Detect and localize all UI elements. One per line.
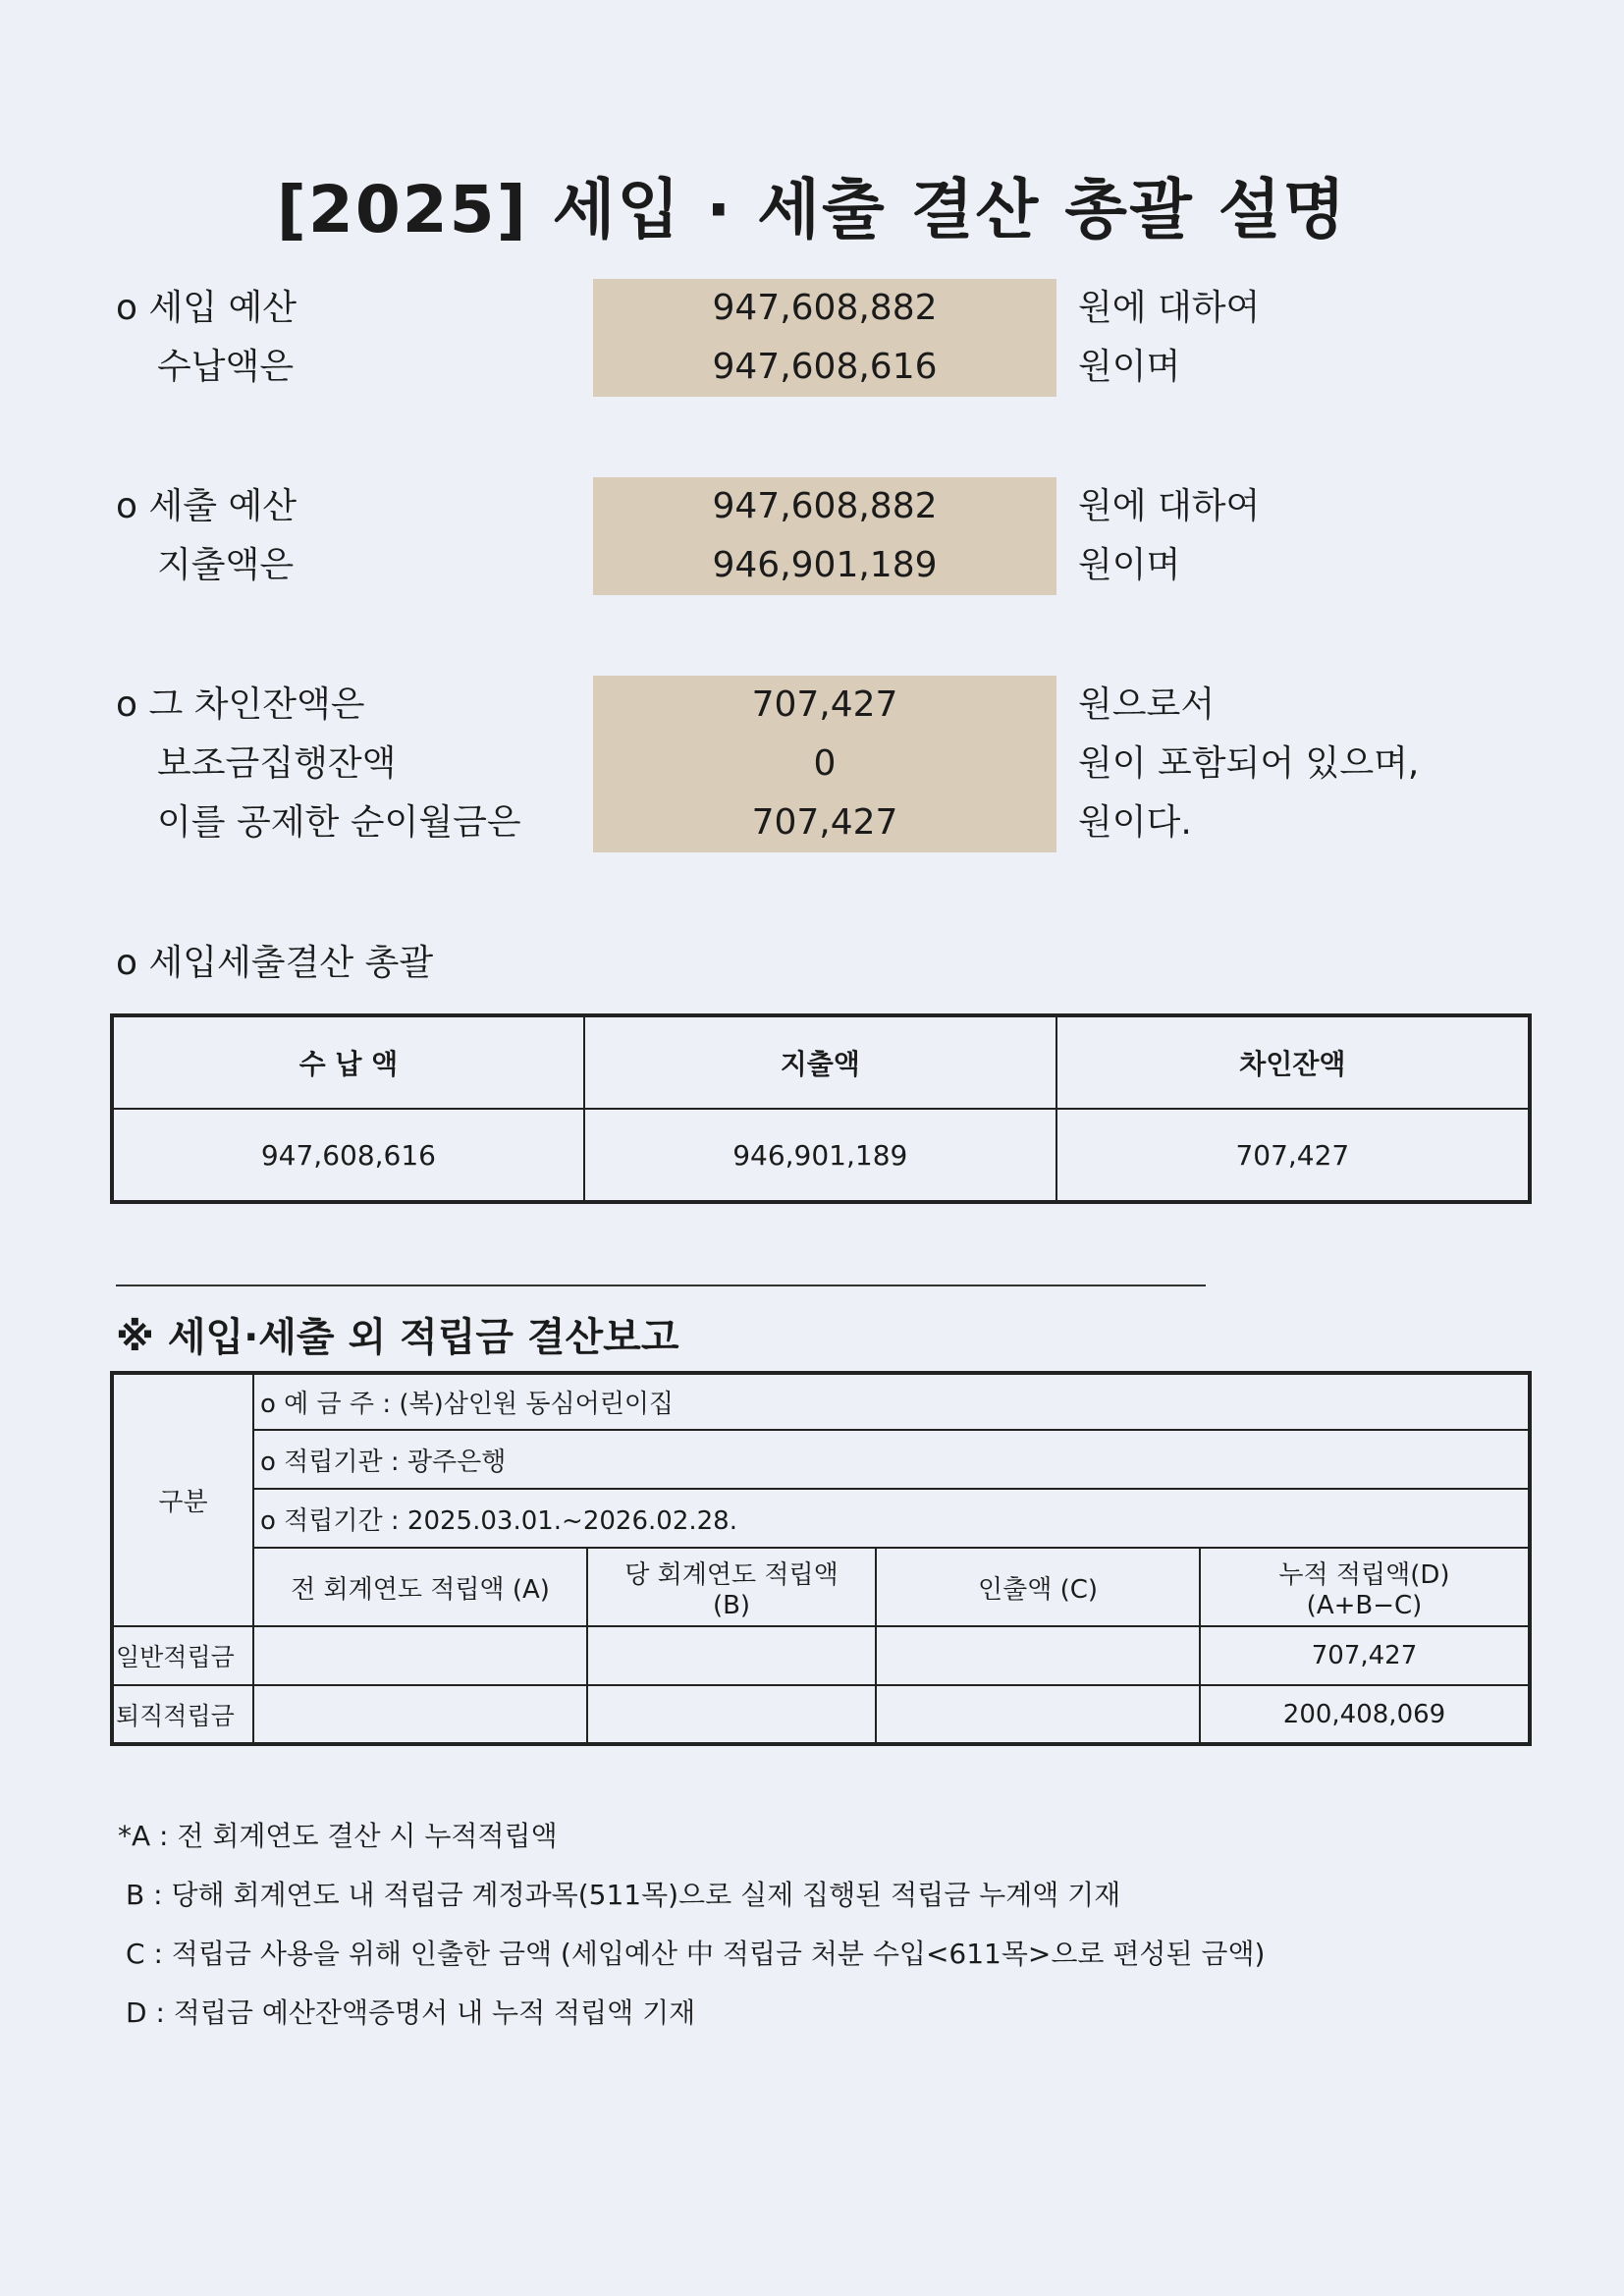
carryover-label: 이를 공제한 순이월금은 xyxy=(157,802,521,843)
col-header-b xyxy=(587,1548,876,1626)
expense-budget-unit: 원에 대하여 xyxy=(1078,486,1261,526)
revenue-received-value: 947,608,616 xyxy=(712,347,938,387)
expense-budget-value: 947,608,882 xyxy=(712,486,938,526)
expense-spent-unit: 원이며 xyxy=(1078,545,1181,585)
revenue-budget-label: o 세입 예산 xyxy=(116,288,298,328)
reserve-cell-c xyxy=(876,1685,1200,1744)
reserve-info-row xyxy=(112,1430,1530,1489)
reserve-cell-b xyxy=(587,1626,876,1685)
section-divider xyxy=(116,1285,1206,1286)
subsidy-balance-unit: 원이 포함되어 있으며, xyxy=(1078,743,1420,784)
summary-table xyxy=(110,1013,1532,1204)
summary-spent-value: 946,901,189 xyxy=(584,1109,1056,1202)
reserve-cell-d: 200,408,069 xyxy=(1200,1685,1530,1744)
reserve-row-name: 퇴직적립금 xyxy=(112,1685,253,1744)
col-header-c: 인출액 (C) xyxy=(876,1548,1200,1626)
summary-header-received: 수 납 액 xyxy=(112,1015,584,1109)
balance-unit: 원으로서 xyxy=(1078,684,1216,725)
col-header-b-line1: 당 회계연도 적립액 xyxy=(624,1559,839,1590)
reserve-table xyxy=(110,1371,1532,1746)
subsidy-balance-label: 보조금집행잔액 xyxy=(157,743,397,784)
summary-header-balance: 차인잔액 xyxy=(1056,1015,1530,1109)
balance-value: 707,427 xyxy=(751,684,898,725)
reserve-info-row xyxy=(112,1489,1530,1548)
revenue-value-box xyxy=(593,279,1056,397)
table-row xyxy=(112,1626,1530,1685)
reserve-cell-d: 707,427 xyxy=(1200,1626,1530,1685)
reserve-row-header: 구분 xyxy=(112,1373,253,1626)
summary-header-row xyxy=(112,1015,1530,1109)
expense-value-box xyxy=(593,477,1056,595)
balance-value-box xyxy=(593,676,1056,852)
footnote-a: *A : 전 회계연도 결산 시 누적적립액 xyxy=(118,1820,558,1852)
footnote-c: C : 적립금 사용을 위해 인출한 금액 (세입예산 中 적립금 처분 수입<611목>으로 편성된 금액) xyxy=(126,1938,1266,1970)
balance-label: o 그 차인잔액은 xyxy=(116,684,365,725)
reserve-period: o 적립기간 : 2025.03.01.~2026.02.28. xyxy=(253,1489,1530,1548)
col-header-d-line1: 누적 적립액(D) xyxy=(1278,1559,1450,1590)
reserve-cell-a xyxy=(253,1685,587,1744)
revenue-received-unit: 원이며 xyxy=(1078,347,1181,387)
reserve-depositor: o 예 금 주 : (복)삼인원 동심어린이집 xyxy=(253,1373,1530,1430)
revenue-received-label: 수납액은 xyxy=(157,347,295,387)
reserve-title: ※ 세입·세출 외 적립금 결산보고 xyxy=(116,1315,679,1360)
revenue-budget-unit: 원에 대하여 xyxy=(1078,288,1261,328)
footnote-b: B : 당해 회계연도 내 적립금 계정과목(511목)으로 실제 집행된 적립금 누계액 기재 xyxy=(126,1879,1121,1911)
reserve-cell-b xyxy=(587,1685,876,1744)
col-header-a: 전 회계연도 적립액 (A) xyxy=(253,1548,587,1626)
reserve-column-header-row xyxy=(112,1548,1530,1626)
summary-balance-value: 707,427 xyxy=(1056,1109,1530,1202)
col-header-b-line2: (B) xyxy=(712,1590,751,1620)
col-header-d-line2: (A+B−C) xyxy=(1306,1590,1423,1620)
summary-value-row xyxy=(112,1109,1530,1202)
expense-budget-label: o 세출 예산 xyxy=(116,486,298,526)
reserve-info-row xyxy=(112,1373,1530,1430)
page-title: [2025] 세입 · 세출 결산 총괄 설명 xyxy=(276,172,1348,247)
col-header-d xyxy=(1200,1548,1530,1626)
summary-received-value: 947,608,616 xyxy=(112,1109,584,1202)
summary-title: o 세입세출결산 총괄 xyxy=(116,943,434,983)
reserve-row-name: 일반적립금 xyxy=(112,1626,253,1685)
revenue-budget-value: 947,608,882 xyxy=(712,288,938,328)
subsidy-balance-value: 0 xyxy=(813,743,837,784)
expense-spent-value: 946,901,189 xyxy=(712,545,938,585)
carryover-unit: 원이다. xyxy=(1078,802,1192,843)
reserve-institution: o 적립기관 : 광주은행 xyxy=(253,1430,1530,1489)
footnote-d: D : 적립금 예산잔액증명서 내 누적 적립액 기재 xyxy=(126,1996,696,2029)
carryover-value: 707,427 xyxy=(751,802,898,843)
reserve-cell-a xyxy=(253,1626,587,1685)
summary-header-spent: 지출액 xyxy=(584,1015,1056,1109)
expense-spent-label: 지출액은 xyxy=(157,545,295,585)
table-row xyxy=(112,1685,1530,1744)
reserve-cell-c xyxy=(876,1626,1200,1685)
